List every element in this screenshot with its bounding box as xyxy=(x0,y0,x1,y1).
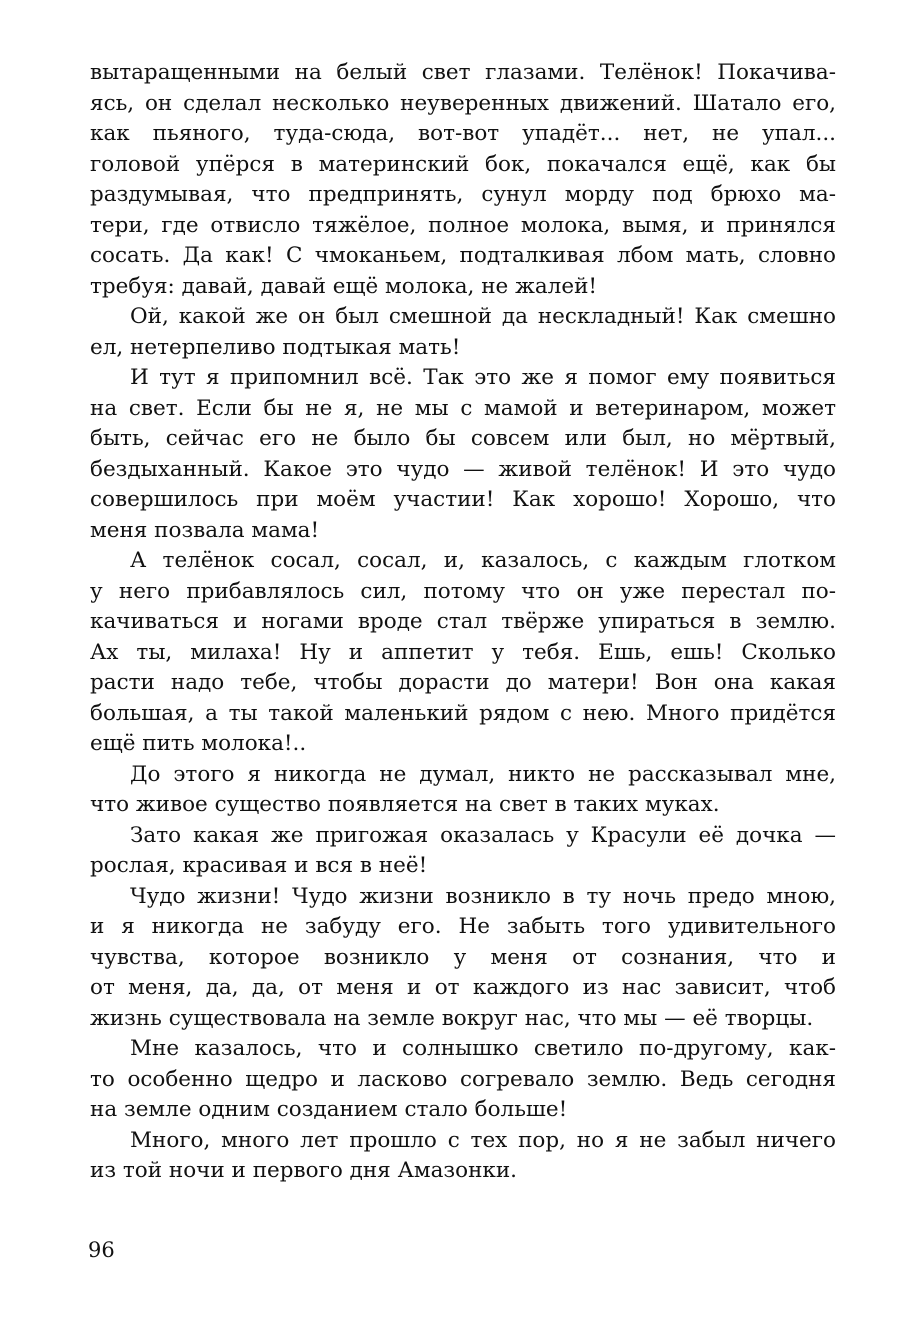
text-line: расти надо тебе, чтобы дорасти до матери! Вон она какая xyxy=(90,670,836,695)
text-line: А телёнок сосал, сосал, и, казалось, с каждым глотком xyxy=(130,548,836,573)
page-number: 96 xyxy=(88,1238,115,1262)
text-line: раздумывая, что предпринять, сунул морду под брюхо ма- xyxy=(90,182,836,207)
text-line: что живое существо появляется на свет в таких муках. xyxy=(90,792,720,817)
text-line: и я никогда не забуду его. Не забыть того удивительного xyxy=(90,914,836,939)
text-line: вытаращенными на белый свет глазами. Телёнок! Покачива- xyxy=(90,60,836,85)
text-line: от меня, да, да, от меня и от каждого из нас зависит, чтоб xyxy=(90,975,836,1000)
text-line: Ах ты, милаха! Ну и аппетит у тебя. Ешь, ешь! Сколько xyxy=(90,639,836,665)
text-line: Много, много лет прошло с тех пор, но я не забыл ничего xyxy=(130,1127,836,1153)
paragraph xyxy=(90,882,836,1035)
text-line: ел, нетерпеливо подтыкая мать! xyxy=(90,334,461,360)
text-line: ещё пить молока!.. xyxy=(90,731,307,756)
text-line: сосать. Да как! С чмоканьем, подталкивая лбом мать, словно xyxy=(90,243,836,268)
text-line: из той ночи и первого дня Амазонки. xyxy=(90,1158,518,1183)
text-line: быть, сейчас его не было бы совсем или был, но мёртвый, xyxy=(90,426,836,451)
text-line: головой упёрся в материнский бок, покачался ещё, как бы xyxy=(90,151,836,177)
paragraph xyxy=(90,546,836,760)
text-line: совершилось при моём участии! Как хорошо! Хорошо, что xyxy=(90,487,836,512)
text-line: чувства, которое возникло у меня от сознания, что и xyxy=(90,944,836,970)
text-line: большая, а ты такой маленький рядом с нею. Много придётся xyxy=(90,700,836,726)
paragraph xyxy=(90,821,836,882)
text-line: качиваться и ногами вроде стал твёрже упираться в землю. xyxy=(90,609,836,634)
text-line: Ой, какой же он был смешной да нескладный! Как смешно xyxy=(130,304,836,329)
text-line: До этого я никогда не думал, никто не рассказывал мне, xyxy=(130,761,836,787)
page-body xyxy=(90,58,836,1187)
text-line: Зато какая же пригожая оказалась у Красули её дочка — xyxy=(130,822,836,848)
text-line: жизнь существовала на земле вокруг нас, что мы — её творцы. xyxy=(90,1005,814,1031)
paragraph xyxy=(90,363,836,546)
text-line: тери, где отвисло тяжёлое, полное молока, вымя, и принялся xyxy=(90,212,836,238)
paragraph xyxy=(90,58,836,302)
paragraph xyxy=(90,1034,836,1126)
text-line: рослая, красивая и вся в неё! xyxy=(90,853,428,878)
paragraph xyxy=(90,760,836,821)
paragraph xyxy=(90,302,836,363)
text-line: меня позвала мама! xyxy=(90,517,320,543)
text-line: бездыханный. Какое это чудо — живой телёнок! И это чудо xyxy=(90,456,836,482)
text-line: Мне казалось, что и солнышко светило по-другому, как- xyxy=(130,1036,836,1061)
text-line: на земле одним созданием стало больше! xyxy=(90,1097,568,1122)
text-line: как пьяного, туда-сюда, вот-вот упадёт... нет, не упал... xyxy=(90,121,836,146)
text-line: то особенно щедро и ласково согревало землю. Ведь сегодня xyxy=(90,1066,836,1092)
text-line: ясь, он сделал несколько неуверенных движений. Шатало его, xyxy=(90,90,836,116)
text-line: И тут я припомнил всё. Так это же я помог ему появиться xyxy=(130,365,836,390)
paragraph xyxy=(90,1126,836,1187)
text-line: требуя: давай, давай ещё молока, не жалей! xyxy=(90,273,598,299)
text-line: у него прибавлялось сил, потому что он уже перестал по- xyxy=(90,578,836,604)
text-line: на свет. Если бы не я, не мы с мамой и ветеринаром, может xyxy=(90,395,836,421)
text-line: Чудо жизни! Чудо жизни возникло в ту ночь предо мною, xyxy=(130,883,836,909)
